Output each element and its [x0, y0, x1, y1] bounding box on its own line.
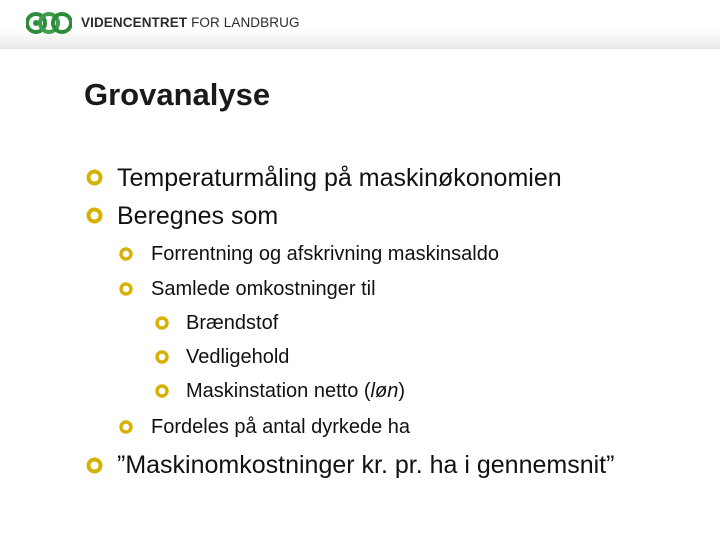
brand-name: [81, 15, 300, 30]
bullet-item-2: Beregnes som: [117, 202, 279, 230]
bullet-icon: [86, 169, 103, 186]
bullet-icon: [155, 316, 169, 330]
bullet-item-1: Temperaturmåling på maskinøkonomien: [117, 164, 562, 192]
bullet-item-8: Fordeles på antal dyrkede ha: [151, 416, 411, 438]
bullet-icon: [119, 420, 133, 434]
bullet-item-4: Samlede omkostninger til: [151, 278, 376, 300]
bullet-icon: [86, 457, 103, 474]
bullet-icon: [155, 384, 169, 398]
bullet-icon: [155, 350, 169, 364]
bullet-item-7-italic: løn: [370, 380, 399, 402]
slide-title: Grovanalyse: [84, 77, 271, 112]
clover-rings-logo-icon: [26, 10, 72, 36]
bullet-icon: [119, 282, 133, 296]
bullet-icon: [86, 207, 103, 224]
bullet-item-7-after: ): [398, 380, 405, 402]
brand-bold: VIDENCENTRET: [81, 15, 188, 30]
bullet-icon: [119, 247, 133, 261]
header-bar: [0, 0, 720, 49]
bullet-item-5: Brændstof: [186, 312, 279, 334]
bullet-item-7: [186, 380, 405, 403]
brand-rest: FOR LANDBRUG: [191, 15, 300, 30]
bullet-item-9: ”Maskinomkostninger kr. pr. ha i gennemsnit”: [117, 451, 615, 479]
bullet-item-7-before: Maskinstation netto (: [186, 380, 371, 402]
bullet-item-3: Forrentning og afskrivning maskinsaldo: [151, 243, 499, 265]
bullet-item-6: Vedligehold: [186, 346, 290, 368]
